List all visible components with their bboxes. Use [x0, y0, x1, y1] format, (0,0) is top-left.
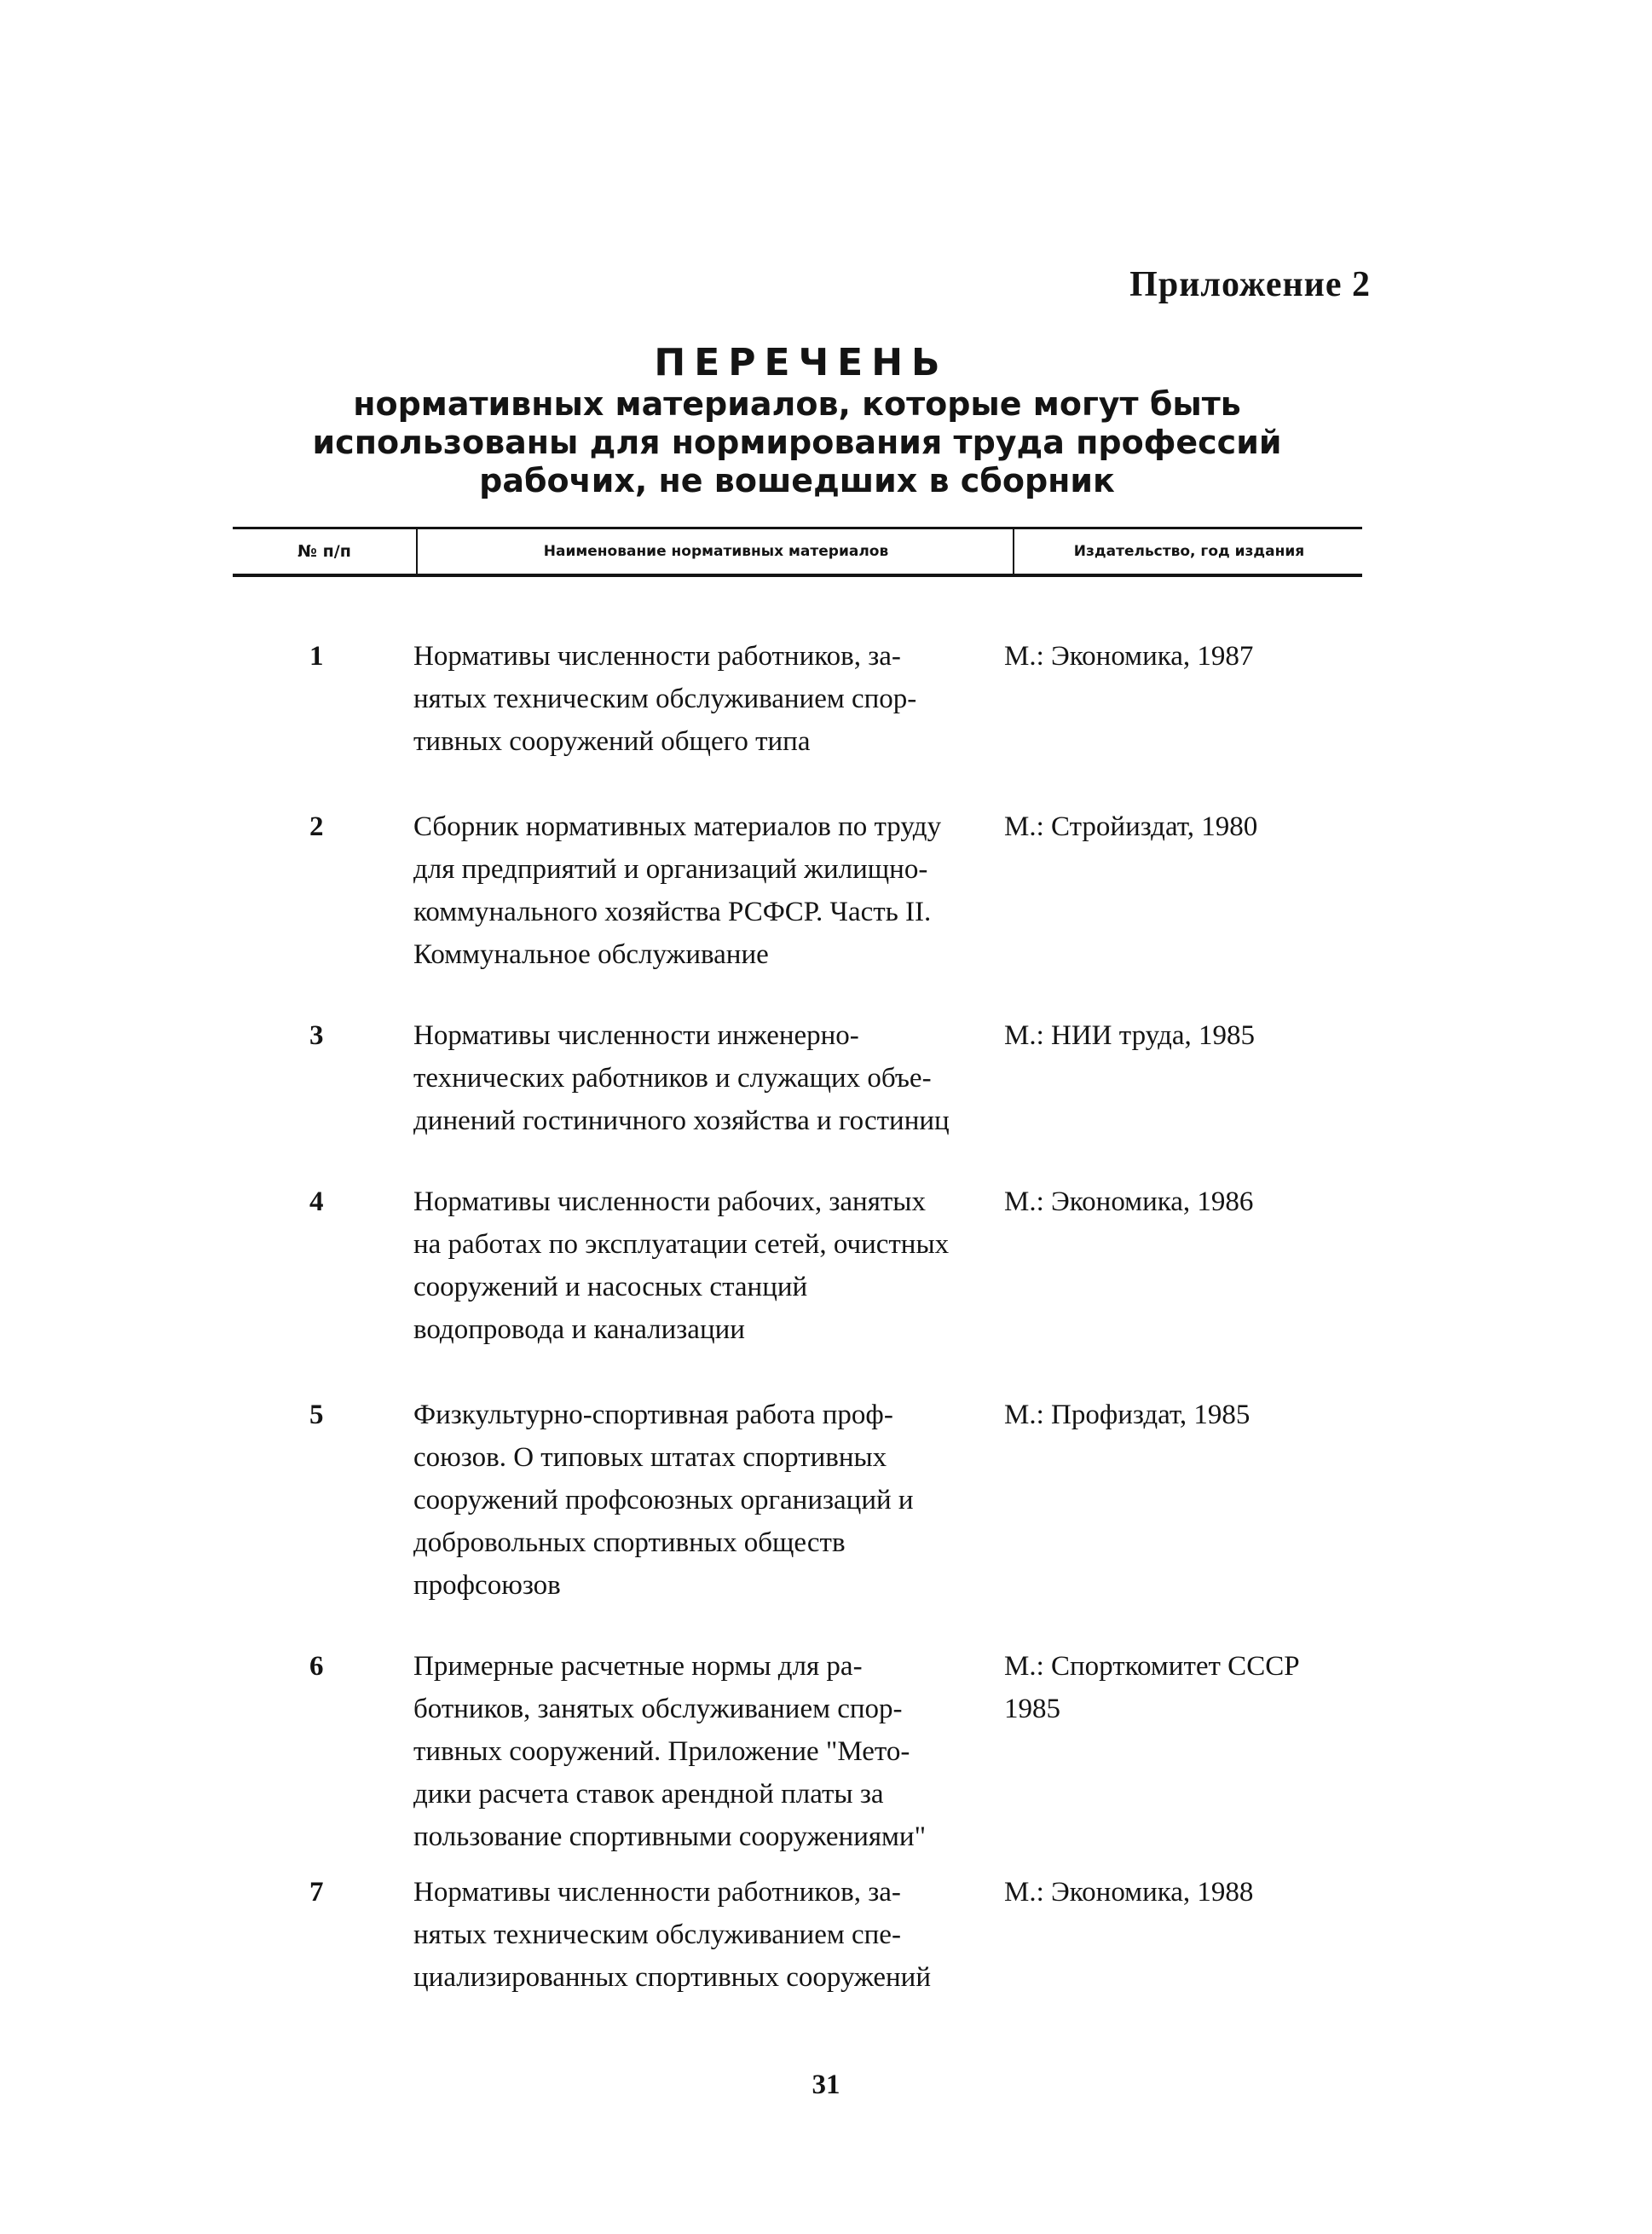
row-name-line: Нормативы численности работников, за-	[413, 1877, 901, 1908]
row-number: 4	[309, 1186, 324, 1217]
row-publisher-line: М.: НИИ труда, 1985	[1004, 1020, 1256, 1051]
row-publisher-line: М.: Спорткомитет СССР	[1004, 1651, 1300, 1682]
row-number: 5	[309, 1400, 324, 1430]
row-publisher-line: М.: Экономика, 1987	[1004, 641, 1254, 672]
row-name-line: тивных сооружений общего типа	[413, 726, 811, 757]
appendix-label: Приложение 2	[1129, 265, 1371, 304]
header-publisher: Издательство, год издания	[1013, 529, 1364, 574]
row-name-line: нятых техническим обслуживанием спор-	[413, 684, 917, 714]
row-name-line: пользование спортивными сооружениями"	[413, 1821, 927, 1852]
title-block	[230, 341, 1364, 500]
row-name-line: технических работников и служащих объе-	[413, 1063, 932, 1094]
row-name	[413, 1871, 1027, 1999]
header-name: Наименование нормативных материалов	[416, 529, 1014, 574]
title-sub-line: рабочих, не вошедших в сборник	[479, 462, 1115, 499]
row-name-line: Нормативы численности инженерно-	[413, 1020, 859, 1051]
row-name-line: сооружений и насосных станций	[413, 1272, 808, 1302]
row-name	[413, 1645, 1027, 1858]
row-name-line: Физкультурно-спортивная работа проф-	[413, 1400, 893, 1430]
row-name-line: тивных сооружений. Приложение "Мето-	[413, 1736, 910, 1767]
row-name	[413, 1180, 1027, 1351]
row-name-line: циализированных спортивных сооружений	[413, 1962, 932, 1993]
page-number: 31	[812, 2069, 840, 2100]
title-sub-line: нормативных материалов, которые могут быть	[353, 385, 1241, 423]
row-publisher	[1004, 1014, 1371, 1057]
row-name-line: ботников, занятых обслуживанием спор-	[413, 1694, 903, 1724]
row-publisher	[1004, 1180, 1371, 1223]
row-name-line: добровольных спортивных обществ	[413, 1527, 846, 1558]
row-number: 1	[309, 641, 324, 672]
row-publisher	[1004, 1871, 1371, 1914]
row-name-line: для предприятий и организаций жилищно-	[413, 854, 928, 885]
row-name-line: водопровода и канализации	[413, 1314, 745, 1345]
table-header	[233, 527, 1362, 577]
row-name-line: Сборник нормативных материалов по труду	[413, 811, 942, 842]
row-name	[413, 805, 1027, 976]
row-name-line: Нормативы численности работников, за-	[413, 641, 901, 672]
row-publisher-line: М.: Стройиздат, 1980	[1004, 811, 1258, 842]
row-number: 7	[309, 1877, 324, 1908]
row-publisher	[1004, 1394, 1371, 1436]
row-name-line: коммунального хозяйства РСФСР. Часть II.	[413, 897, 932, 927]
row-name-line: Коммунальное обслуживание	[413, 939, 769, 970]
title-sub-line: использованы для нормирования труда профессий	[312, 424, 1282, 461]
title-main: ПЕРЕЧЕНЬ	[654, 341, 949, 384]
row-name-line: Нормативы численности рабочих, занятых	[413, 1186, 926, 1217]
row-name-line: союзов. О типовых штатах спортивных	[413, 1442, 887, 1473]
row-name-line: динений гостиничного хозяйства и гостиниц	[413, 1105, 950, 1136]
row-name	[413, 1394, 1027, 1607]
header-num: № п/п	[297, 542, 351, 561]
row-publisher-line: 1985	[1004, 1694, 1060, 1724]
row-publisher	[1004, 805, 1371, 848]
row-publisher-line: М.: Экономика, 1986	[1004, 1186, 1254, 1217]
row-publisher	[1004, 635, 1371, 678]
row-name-line: сооружений профсоюзных организаций и	[413, 1485, 914, 1515]
row-name-line: нятых техническим обслуживанием спе-	[413, 1919, 901, 1950]
row-name-line: Примерные расчетные нормы для ра-	[413, 1651, 863, 1682]
row-publisher-line: М.: Профиздат, 1985	[1004, 1400, 1251, 1430]
row-number: 6	[309, 1651, 324, 1682]
row-name	[413, 635, 1027, 763]
row-number: 2	[309, 811, 324, 842]
row-name-line: дики расчета ставок арендной платы за	[413, 1779, 884, 1810]
row-number: 3	[309, 1020, 324, 1051]
row-name-line: на работах по эксплуатации сетей, очистных	[413, 1229, 950, 1260]
row-name-line: профсоюзов	[413, 1570, 561, 1601]
row-publisher-line: М.: Экономика, 1988	[1004, 1877, 1254, 1908]
row-name	[413, 1014, 1027, 1142]
row-publisher	[1004, 1645, 1371, 1730]
